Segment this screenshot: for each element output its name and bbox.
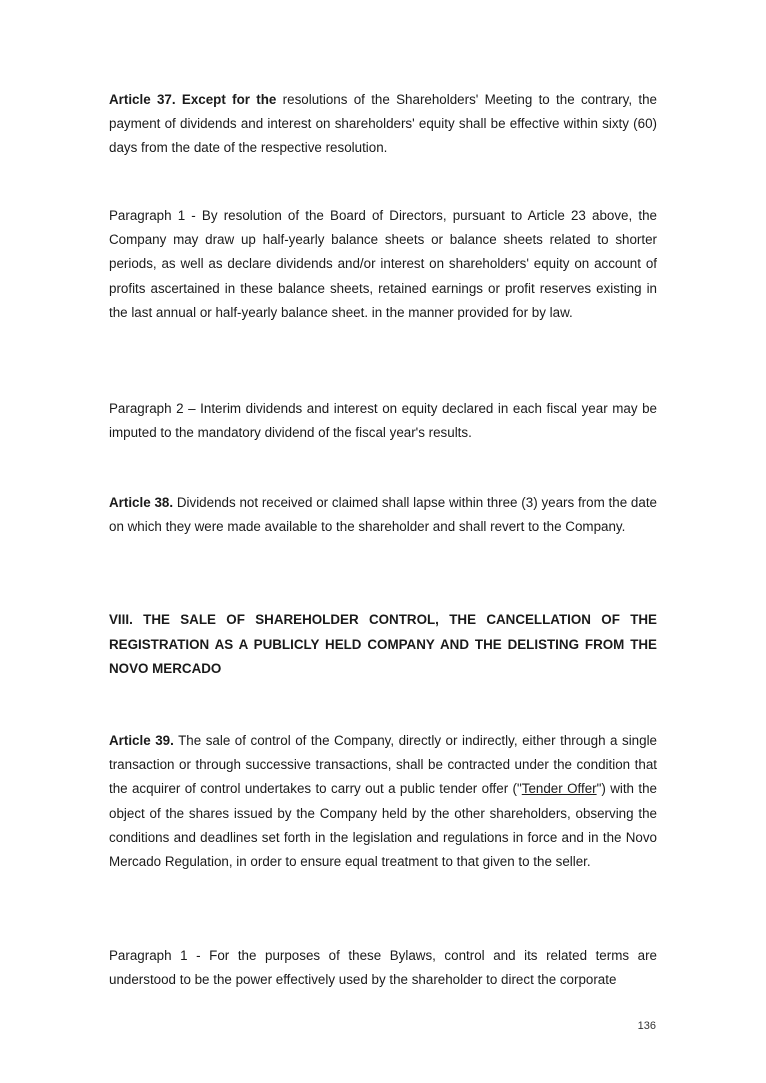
page-number: 136 [637,1020,656,1032]
section-8-heading: VIII. THE SALE OF SHAREHOLDER CONTROL, THE CANCELLATION OF THE REGISTRATION AS A PUBLICLY HELD COMPANY AND THE DELISTING FROM THE NOVO MERCADO [109,612,657,677]
article-39-paragraph [109,729,657,874]
article-37-label: Article 37. Except for the [109,92,277,107]
article-39-text-before: The sale of control of the Company, directly or indirectly, either through a single transaction or through successive transactions, shall be contracted under the condition that the acquirer of control undertakes to carry out a public tender offer (" [109,733,658,797]
article-37-paragraph-1-text: Paragraph 1 - By resolution of the Board of Directors, pursuant to Article 23 above, the Company may draw up half-yearly balance sheets or balance sheets related to shorter periods, as well as declare dividends and/or interest on shareholders' equity on account of profits ascertained in these balance sheets, retained earnings or profit reserves existing in the last annual or half-yearly balance sheet. in the manner provided for by law. [109,208,657,320]
article-37-paragraph-2-text: Paragraph 2 – Interim dividends and interest on equity declared in each fiscal year may be imputed to the mandatory dividend of the fiscal year's results. [109,401,657,441]
article-37-paragraph-1 [109,204,657,325]
article-39-label: Article 39. [109,733,174,748]
article-38-text: Dividends not received or claimed shall lapse within three (3) years from the date on which they were made available to the shareholder and shall revert to the Company. [109,495,657,535]
article-39-paragraph-1 [109,944,657,992]
article-39-text-after: ") with the object of the shares issued by the Company held by the other shareholders, observing the conditions and deadlines set forth in the legislation and regulations in force and in the Novo Mercado Regulation, in order to ensure equal treatment to that given to the seller. [109,781,657,870]
article-38-label: Article 38. [109,495,174,510]
article-37-paragraph [109,88,657,161]
tender-offer-defined-term: Tender Offer [521,781,597,797]
article-38-paragraph [109,491,657,539]
article-37-text: resolutions of the Shareholders' Meeting to the contrary, the payment of dividends and interest on shareholders' equity shall be effective within sixty (60) days from the date of the respective resolution. [109,92,657,156]
article-37-paragraph-2 [109,397,657,445]
article-39-paragraph-1-text: Paragraph 1 - For the purposes of these Bylaws, control and its related terms are understood to be the power effectively used by the shareholder to direct the corporate [109,948,657,988]
